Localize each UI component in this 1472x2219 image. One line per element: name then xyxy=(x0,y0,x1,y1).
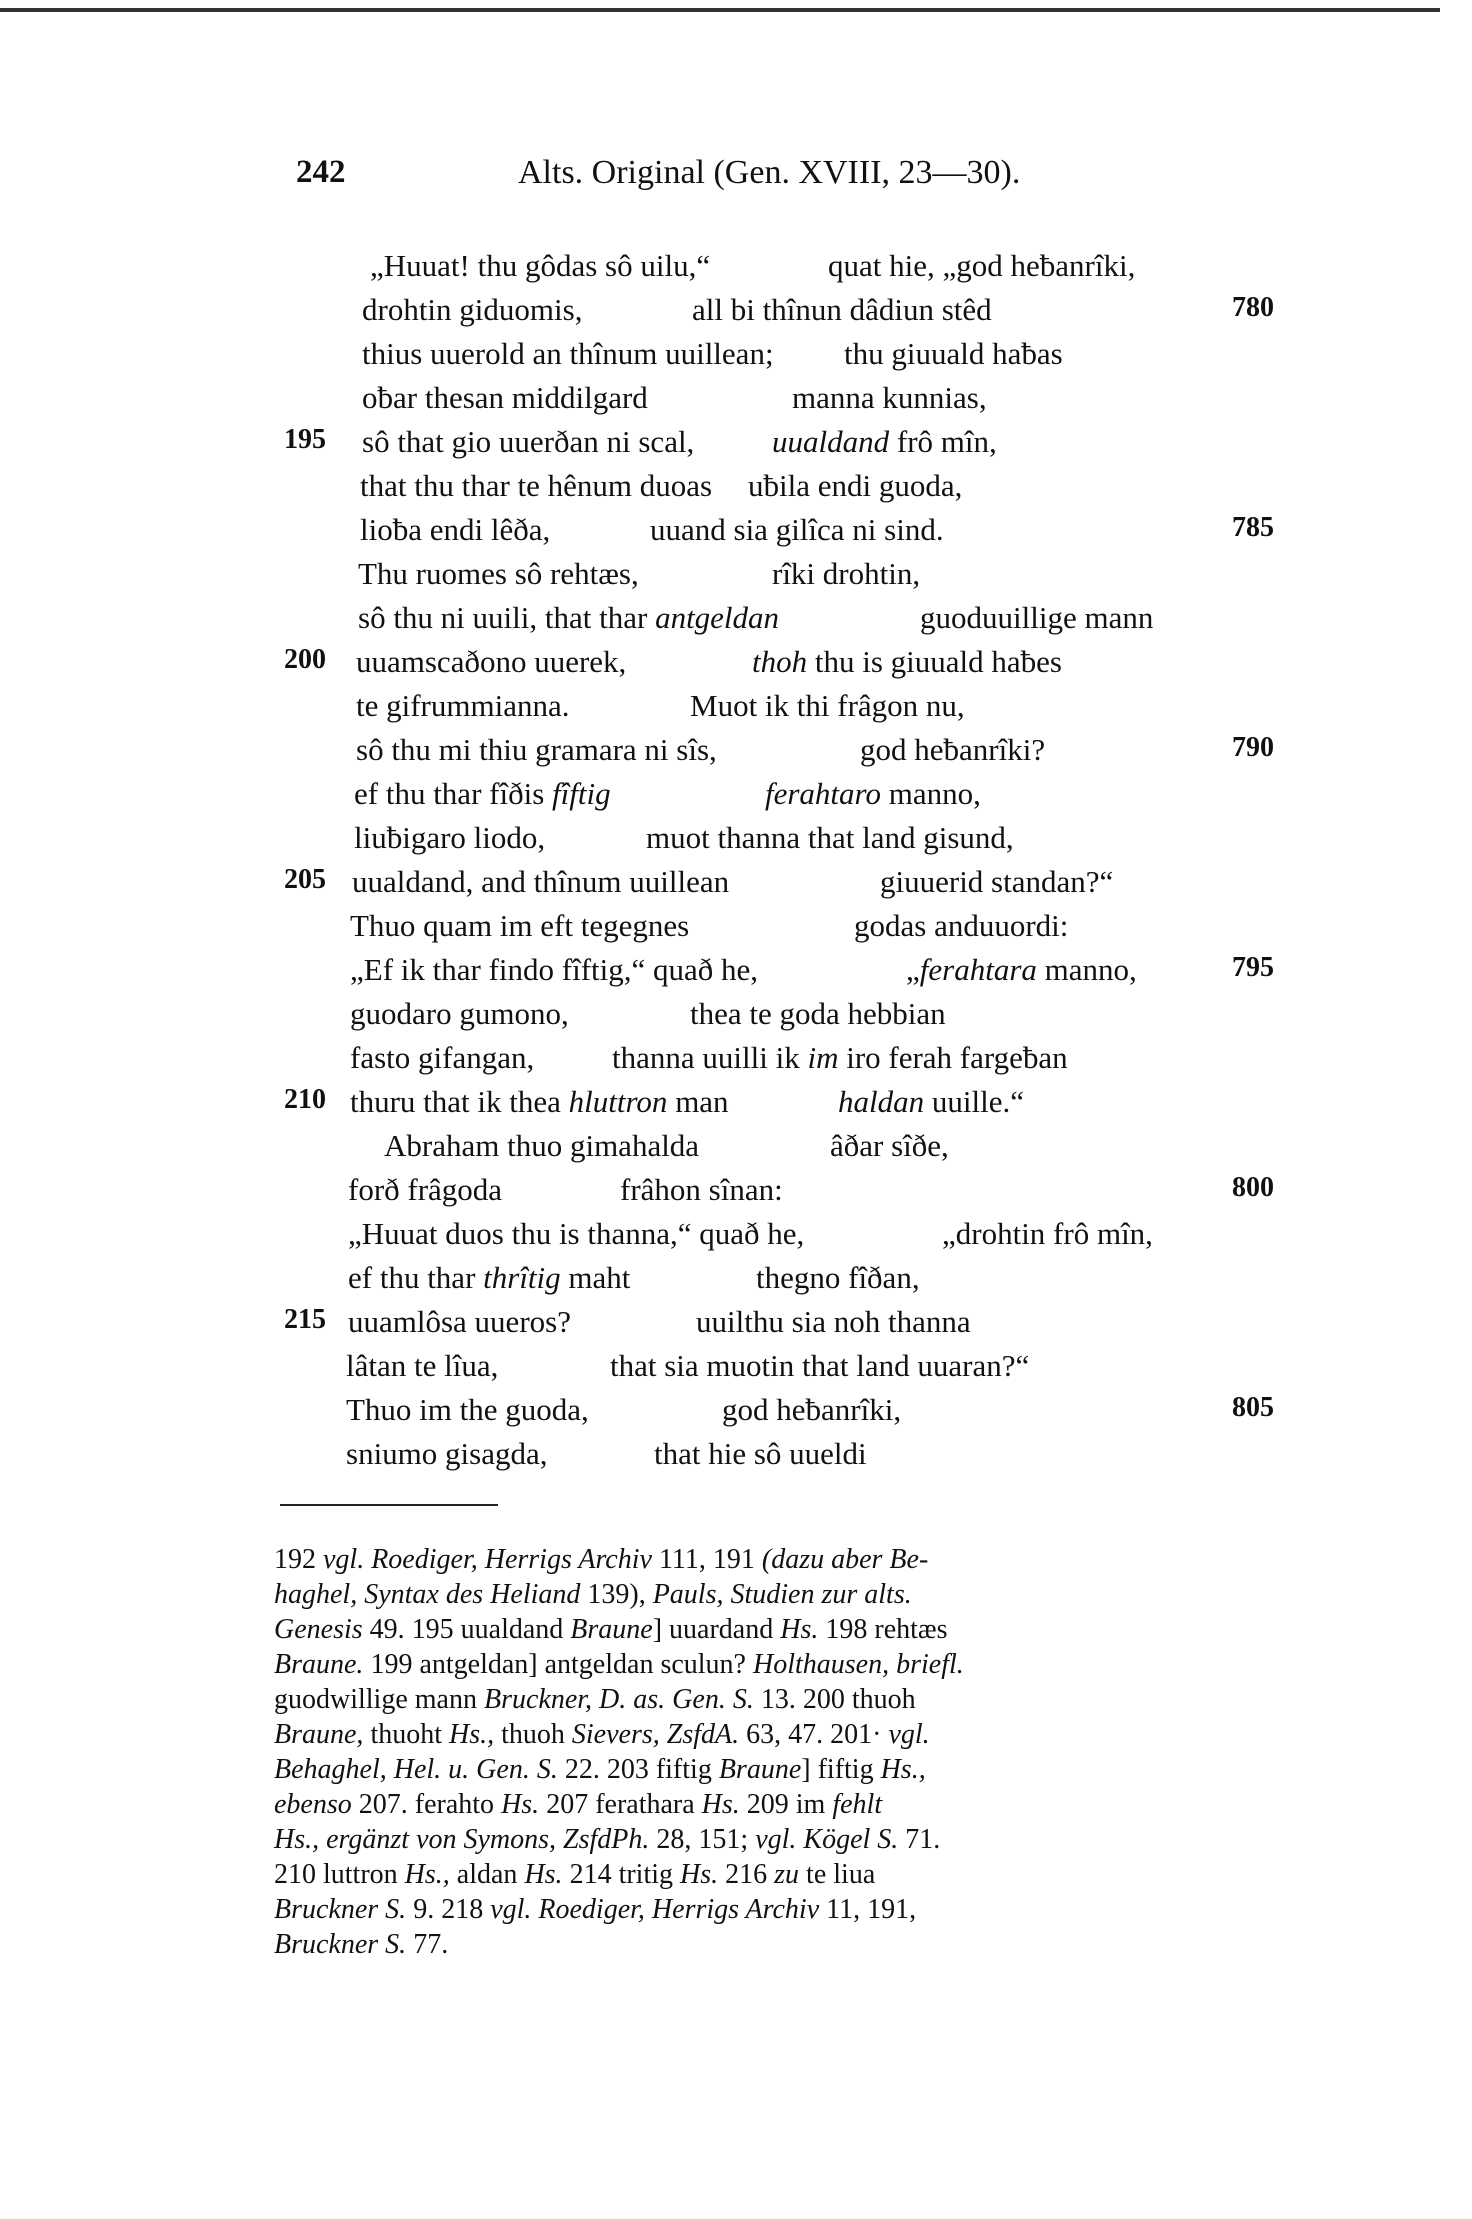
verse-text: lâtan te lîua, xyxy=(346,1348,499,1383)
footnote-text: ] fiftig xyxy=(801,1754,881,1785)
verse-half-b xyxy=(830,1128,949,1164)
verse-text: all bi thînun dâdiun stêd xyxy=(692,292,992,327)
verse-line xyxy=(0,908,1472,952)
footnote-line xyxy=(274,1577,1284,1612)
footnote-citation: Hs. xyxy=(524,1859,563,1890)
verse-text: „Huuat! thu gôdas sô uilu,“ xyxy=(370,248,711,283)
verse-half-b xyxy=(690,688,965,724)
footnote-citation: haghel, Syntax des Heliand xyxy=(274,1579,581,1610)
verse-text: Muot ik thi frâgon nu, xyxy=(690,688,965,723)
line-number-right: 790 xyxy=(1232,732,1274,763)
footnote-citation: Bruckner S. xyxy=(274,1894,407,1925)
footnote-text: 207 ferathara xyxy=(539,1789,702,1820)
verse-text: sô that gio uuerðan ni scal, xyxy=(362,424,695,459)
verse-half-a xyxy=(362,292,582,328)
verse-line xyxy=(0,424,1472,468)
verse-text: maht xyxy=(560,1260,631,1295)
running-head: Alts. Original (Gen. XVIII, 23—30). xyxy=(518,154,1021,191)
verse-line xyxy=(0,1304,1472,1348)
footnote-text: 49. 195 uualdand xyxy=(362,1614,571,1645)
verse-line xyxy=(0,952,1472,996)
verse-half-a xyxy=(354,776,611,812)
verse-line xyxy=(0,1172,1472,1216)
verse-line xyxy=(0,996,1472,1040)
footnote-text: 77. xyxy=(406,1929,449,1960)
footnote-text: 111, 191 xyxy=(651,1544,762,1575)
footnote-text: 216 xyxy=(718,1859,775,1890)
verse-line xyxy=(0,1128,1472,1172)
verse-text: uuille.“ xyxy=(924,1084,1024,1119)
verse-text: guodaro gumono, xyxy=(350,996,569,1031)
verse-half-b xyxy=(844,336,1063,372)
verse-line xyxy=(0,732,1472,776)
verse-half-b xyxy=(792,380,987,416)
verse-text: uƀila endi guoda, xyxy=(748,468,963,503)
verse-line xyxy=(0,556,1472,600)
verse-half-a xyxy=(346,1436,548,1472)
verse-half-a xyxy=(358,556,639,592)
verse-text: quat hie, „god heƀanrîki, xyxy=(828,248,1136,283)
verse-text: Thuo quam im eft tegegnes xyxy=(350,908,690,943)
verse-emendation: haldan xyxy=(838,1084,925,1119)
verse-half-b xyxy=(828,248,1135,284)
footnote-citation: fehlt xyxy=(832,1789,883,1820)
verse-emendation: thrîtig xyxy=(483,1260,561,1295)
footnote-citation: ebenso xyxy=(274,1789,352,1820)
verse-text: thanna uuilli ik xyxy=(612,1040,808,1075)
footnote-citation: (dazu aber Be- xyxy=(761,1544,929,1575)
verse-text: guoduuillige mann xyxy=(920,600,1154,635)
verse-text: te gifrummianna. xyxy=(356,688,570,723)
verse-half-b xyxy=(748,468,962,504)
verse-half-a xyxy=(348,1260,630,1296)
verse-half-a xyxy=(356,732,717,768)
verse-text: ef thu thar xyxy=(348,1260,484,1295)
line-number-right: 800 xyxy=(1232,1172,1274,1203)
verse-half-a xyxy=(350,908,689,944)
verse-text: thea te goda hebbian xyxy=(690,996,946,1031)
footnote-text: 22. 203 fiftig xyxy=(557,1754,719,1785)
footnote-line xyxy=(274,1682,1284,1717)
footnote-citation: Braune xyxy=(570,1614,653,1645)
verse-line xyxy=(0,1216,1472,1260)
verse-half-b xyxy=(610,1348,1029,1384)
verse-half-a xyxy=(350,952,758,988)
verse-half-a xyxy=(354,820,545,856)
footnote-text: thuoht xyxy=(363,1719,449,1750)
verse-line xyxy=(0,1348,1472,1392)
verse-text: uuamlôsa uueros? xyxy=(348,1304,571,1339)
verse-text: sniumo gisagda, xyxy=(346,1436,548,1471)
verse-line xyxy=(0,776,1472,820)
footnote-citation: vgl. Kögel S. xyxy=(755,1824,899,1855)
verse-text: rîki drohtin, xyxy=(772,556,921,591)
footnote-line xyxy=(274,1717,1284,1752)
verse-text: „Huuat duos thu is thanna,“ quað he, xyxy=(348,1216,805,1251)
footnote-text: 207. ferahto xyxy=(351,1789,502,1820)
verse-line xyxy=(0,1260,1472,1304)
verse-line xyxy=(0,1392,1472,1436)
footnote-line xyxy=(274,1822,1284,1857)
verse-text: Thuo im the guoda, xyxy=(346,1392,589,1427)
footnote-citation: Bruckner S. xyxy=(274,1929,407,1960)
verse-text: liuƀigaro liodo, xyxy=(354,820,546,855)
footnote-line xyxy=(274,1787,1284,1822)
verse-half-b xyxy=(772,424,997,460)
verse-half-a xyxy=(370,248,710,284)
footnote-text: 9. 218 xyxy=(406,1894,491,1925)
footnote-citation: Hs. xyxy=(501,1789,540,1820)
footnotes xyxy=(274,1542,1284,1962)
verse-text: frâhon sînan: xyxy=(620,1172,783,1207)
verse-line xyxy=(0,644,1472,688)
line-number-right: 805 xyxy=(1232,1392,1274,1423)
footnote-citation: Behaghel, Hel. u. Gen. S. xyxy=(274,1754,558,1785)
verse-text: manno, xyxy=(880,776,981,811)
verse-line xyxy=(0,248,1472,292)
verse-half-b xyxy=(942,1216,1153,1252)
footnote-citation: Hs. xyxy=(780,1614,819,1645)
page-header xyxy=(0,154,1472,200)
verse-text: man xyxy=(667,1084,729,1119)
verse-half-a xyxy=(384,1128,699,1164)
line-number-right: 795 xyxy=(1232,952,1274,983)
verse-emendation: im xyxy=(807,1040,839,1075)
verse-half-b xyxy=(880,864,1113,900)
footnote-citation: Hs., ergänzt von Symons, ZsfdPh. xyxy=(274,1824,650,1855)
line-number-left: 215 xyxy=(284,1304,326,1335)
verse-emendation: ferahtara xyxy=(919,952,1037,987)
verse-half-b xyxy=(696,1304,971,1340)
footnote-citation: Braune xyxy=(718,1754,802,1785)
verse-half-b xyxy=(612,1040,1068,1076)
verse-line xyxy=(0,864,1472,908)
verse-half-a xyxy=(348,1172,502,1208)
verse-text: manna kunnias, xyxy=(792,380,987,415)
verse-half-a xyxy=(360,512,550,548)
verse-text: uualdand, and thînum uuillean xyxy=(352,864,730,899)
verse-half-b xyxy=(854,908,1068,944)
footnote-line xyxy=(274,1892,1284,1927)
verse-text: god heƀanrîki? xyxy=(860,732,1046,767)
footnote-text: 63, 47. 201· xyxy=(739,1719,889,1750)
verse-text: that sia muotin that land uuaran?“ xyxy=(610,1348,1030,1383)
verse-text: uuamscaðono uuerek, xyxy=(356,644,627,679)
footnote-citation: Genesis xyxy=(274,1614,363,1645)
verse-emendation: hluttron xyxy=(568,1084,668,1119)
verse-text: muot thanna that land gisund, xyxy=(646,820,1014,855)
line-number-left: 205 xyxy=(284,864,326,895)
verse-text: âðar sîðe, xyxy=(830,1128,949,1163)
footnote-text: 209 im xyxy=(739,1789,833,1820)
footnote-citation: Hs. xyxy=(680,1859,719,1890)
verse-half-a xyxy=(362,336,774,372)
verse-half-b xyxy=(752,644,1062,680)
verse-text: that thu thar te hênum duoas xyxy=(360,468,713,503)
verse-line xyxy=(0,1040,1472,1084)
footnote-text: 11, 191, xyxy=(819,1894,917,1925)
verse-text: oƀar thesan middilgard xyxy=(362,380,648,415)
footnote-citation: Sievers, ZsfdA. xyxy=(571,1719,740,1750)
verse-half-b xyxy=(772,556,920,592)
footnote-citation: Braune. xyxy=(274,1649,364,1680)
footnote-text: guodwillige mann xyxy=(274,1684,484,1715)
verse-text: thius uuerold an thînum uuillean; xyxy=(362,336,774,371)
footnote-citation: Holthausen, briefl. xyxy=(752,1649,964,1680)
footnote-citation: vgl. Roediger, Herrigs Archiv xyxy=(323,1544,652,1575)
verse-text: god heƀanrîki, xyxy=(722,1392,902,1427)
footnote-citation: Hs. xyxy=(701,1789,740,1820)
verse-text: uuilthu sia noh thanna xyxy=(696,1304,971,1339)
verse-half-b xyxy=(756,1260,920,1296)
verse-text: manno, xyxy=(1036,952,1137,987)
footnote-text: 13. 200 thuoh xyxy=(753,1684,916,1715)
verse-line xyxy=(0,600,1472,644)
line-number-right: 785 xyxy=(1232,512,1274,543)
verse-half-a xyxy=(362,424,694,460)
footnote-text: 28, 151; xyxy=(649,1824,756,1855)
line-number-left: 210 xyxy=(284,1084,326,1115)
footnote-citation: zu xyxy=(774,1859,800,1890)
verse-half-b xyxy=(920,600,1153,636)
verse-half-b xyxy=(692,292,992,328)
verse-text: „drohtin frô mîn, xyxy=(942,1216,1153,1251)
footnote-citation: Hs., xyxy=(880,1754,926,1785)
verse-text: Abraham thuo gimahalda xyxy=(384,1128,700,1163)
footnote-text: 71. xyxy=(898,1824,941,1855)
footnote-line xyxy=(274,1542,1284,1577)
verse-text: drohtin giduomis, xyxy=(362,292,583,327)
footnote-line xyxy=(274,1857,1284,1892)
verse-half-a xyxy=(350,1040,534,1076)
verse-text: thu is giuuald haƀes xyxy=(807,644,1062,679)
page-number: 242 xyxy=(296,154,346,190)
verse-half-b xyxy=(646,820,1014,856)
line-number-left: 200 xyxy=(284,644,326,675)
verse-text: frô mîn, xyxy=(889,424,997,459)
footnote-citation: vgl. Roediger, Herrigs Archiv xyxy=(490,1894,820,1925)
verse-half-a xyxy=(348,1216,804,1252)
footnote-text: te liua xyxy=(799,1859,876,1890)
line-number-right: 780 xyxy=(1232,292,1274,323)
footnote-citation: Pauls, Studien zur alts. xyxy=(652,1579,912,1610)
footnote-text: 199 antgeldan] antgeldan sculun? xyxy=(363,1649,753,1680)
footnote-citation: vgl. xyxy=(888,1719,930,1750)
verse-text: Thu ruomes sô rehtæs, xyxy=(358,556,639,591)
verse-half-a xyxy=(352,864,729,900)
verse-text: giuuerid standan?“ xyxy=(880,864,1114,899)
verse-text: „ xyxy=(906,952,920,987)
verse-half-a xyxy=(348,1304,571,1340)
verse-half-b xyxy=(722,1392,901,1428)
verse-line xyxy=(0,688,1472,732)
footnote-text: thuoh xyxy=(494,1719,572,1750)
footnote-divider xyxy=(280,1504,498,1506)
footnote-line xyxy=(274,1612,1284,1647)
verse-line xyxy=(0,468,1472,512)
verse-text: thegno fîðan, xyxy=(756,1260,920,1295)
footnote-line xyxy=(274,1752,1284,1787)
footnote-citation: Braune, xyxy=(274,1719,364,1750)
line-number-left: 195 xyxy=(284,424,326,455)
verse-text: „Ef ik thar findo fîftig,“ quað he, xyxy=(350,952,759,987)
verse-line xyxy=(0,292,1472,336)
scan-top-edge xyxy=(0,8,1440,12)
footnote-line xyxy=(274,1927,1284,1962)
verse-half-b xyxy=(906,952,1137,988)
verse-half-b xyxy=(838,1084,1024,1120)
verse-half-a xyxy=(350,1084,729,1120)
verse-text: iro ferah fargeƀan xyxy=(838,1040,1068,1075)
footnote-text: 210 luttron xyxy=(274,1859,405,1890)
footnote-citation: Hs., xyxy=(404,1859,450,1890)
verse-half-b xyxy=(690,996,946,1032)
verse-text: lioƀa endi lêða, xyxy=(360,512,551,547)
footnote-text: 198 rehtæs xyxy=(818,1614,948,1645)
verse-text: ef thu thar fîðis xyxy=(354,776,553,811)
verse-half-b xyxy=(650,512,944,548)
footnote-text: ] uuardand xyxy=(652,1614,781,1645)
verse-half-a xyxy=(350,996,569,1032)
verse-half-b xyxy=(860,732,1045,768)
verse-line xyxy=(0,1084,1472,1128)
verse-text: uuand sia gilîca ni sind. xyxy=(650,512,944,547)
verse-emendation: ferahtaro xyxy=(765,776,881,811)
verse-text: godas anduuordi: xyxy=(854,908,1069,943)
verse-line xyxy=(0,336,1472,380)
verse-emendation: fîftig xyxy=(552,776,611,811)
verse-half-a xyxy=(346,1392,589,1428)
footnote-line xyxy=(274,1647,1284,1682)
verse-text: sô thu ni uuili, that thar xyxy=(358,600,656,635)
verse-half-b xyxy=(620,1172,783,1208)
verse-half-a xyxy=(356,688,570,724)
verse-half-a xyxy=(360,468,712,504)
verse-emendation: thoh xyxy=(752,644,808,679)
verse-emendation: uualdand xyxy=(772,424,890,459)
footnote-citation: Bruckner, D. as. Gen. S. xyxy=(483,1684,754,1715)
verse-line xyxy=(0,1436,1472,1480)
footnote-text: 139), xyxy=(580,1579,653,1610)
footnote-citation: Hs., xyxy=(449,1719,495,1750)
verse-half-b xyxy=(765,776,981,812)
verse-half-a xyxy=(362,380,648,416)
verse-text: thu giuuald haƀas xyxy=(844,336,1063,371)
verse-text: that hie sô uueldi xyxy=(654,1436,867,1471)
verse-text: sô thu mi thiu gramara ni sîs, xyxy=(356,732,717,767)
verse-half-a xyxy=(356,644,626,680)
verse-line xyxy=(0,380,1472,424)
verse-line xyxy=(0,820,1472,864)
footnote-text: 214 tritig xyxy=(562,1859,681,1890)
verse-text: thuru that ik thea xyxy=(350,1084,569,1119)
verse-emendation: antgeldan xyxy=(655,600,780,635)
verse-text: forð frâgoda xyxy=(348,1172,503,1207)
verse-half-a xyxy=(358,600,779,636)
verse-line xyxy=(0,512,1472,556)
verse-text: fasto gifangan, xyxy=(350,1040,535,1075)
verse-half-a xyxy=(346,1348,498,1384)
verse-half-b xyxy=(654,1436,867,1472)
footnote-text: aldan xyxy=(449,1859,525,1890)
footnote-text: 192 xyxy=(274,1544,323,1575)
